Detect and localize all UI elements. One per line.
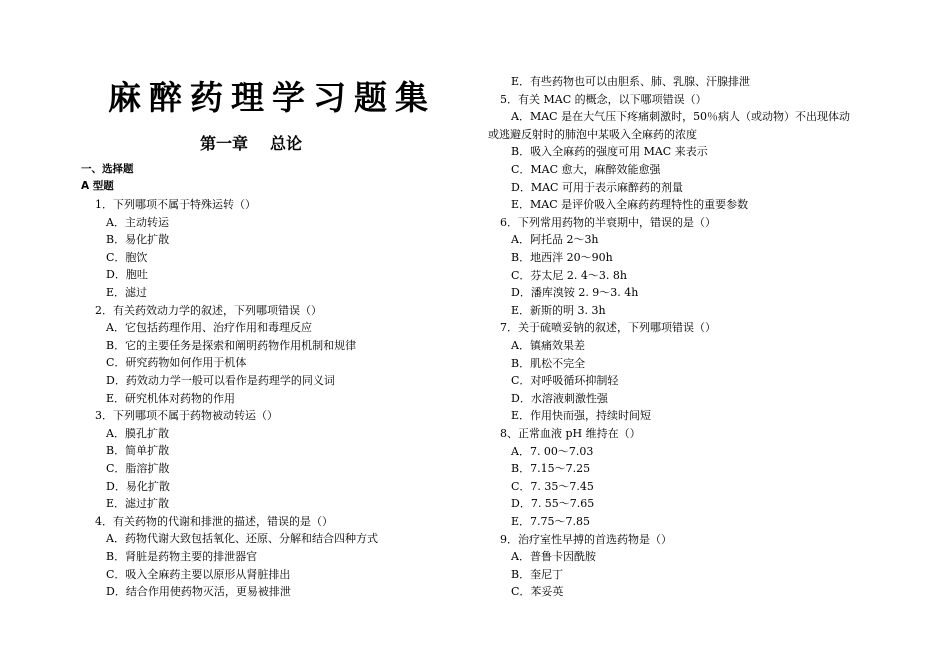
answer-option: B．易化扩散 <box>106 233 170 247</box>
answer-option: D．易化扩散 <box>106 479 170 493</box>
answer-option: E．MAC 是评价吸入全麻药药理特性的重要参数 <box>511 198 749 212</box>
answer-option: A．主动转运 <box>106 215 169 229</box>
section-heading: 一、选择题 <box>81 163 134 175</box>
chapter-name: 总论 <box>270 134 303 153</box>
question-text-continued: 或逃避反射时的肺泡中某吸入全麻药的浓度 <box>488 127 697 141</box>
answer-option: A．阿托品 2～3h <box>511 233 599 247</box>
question-text: 6．下列常用药物的半衰期中，错误的是（） <box>500 215 716 229</box>
answer-option: B．它的主要任务是探索和阐明药物作用机制和规律 <box>106 338 357 352</box>
answer-option: E．新斯的明 3. 3h <box>511 303 606 317</box>
answer-option: C．吸入全麻药主要以原形从肾脏排出 <box>106 567 291 581</box>
answer-option: D．潘库溴铵 2. 9～3. 4h <box>511 286 639 300</box>
document-title: 麻醉药理学习题集 <box>108 78 436 117</box>
question-type-heading: A 型题 <box>81 180 114 192</box>
answer-option: C．MAC 愈大，麻醉效能愈强 <box>511 163 661 176</box>
answer-option: A．药物代谢大致包括氧化、还原、分解和结合四种方式 <box>106 532 378 546</box>
answer-option: E．滤过扩散 <box>106 497 170 511</box>
answer-option: D．结合作用使药物灭活，更易被排泄 <box>106 585 291 599</box>
question-text: 1．下列哪项不属于特殊运转（） <box>95 198 256 211</box>
answer-option: C．芬太尼 2. 4～3. 8h <box>511 268 627 282</box>
answer-option: E．研究机体对药物的作用 <box>106 391 236 405</box>
question-text: 5．有关 MAC 的概念，以下哪项错误（） <box>500 92 707 106</box>
answer-option: B．奎尼丁 <box>511 567 564 581</box>
answer-option: D．水溶液刺激性强 <box>511 391 608 405</box>
answer-option: B．肾脏是药物主要的排泄器官 <box>106 550 258 563</box>
answer-option: A．膜孔扩散 <box>106 426 169 440</box>
answer-option: A．镇痛效果差 <box>511 339 585 352</box>
question-text: 8、正常血液 pH 维持在（） <box>500 427 641 440</box>
answer-option: E．作用快而强，持续时间短 <box>511 409 652 423</box>
question-text: 4．有关药物的代谢和排泄的描述，错误的是（） <box>95 514 333 528</box>
answer-option: E．7.75～7.85 <box>511 515 591 528</box>
question-text: 7．关于硫喷妥钠的叙述，下列哪项错误（） <box>500 321 716 335</box>
answer-option: B．简单扩散 <box>106 444 170 458</box>
answer-option: A．MAC 是在大气压下疼痛刺激时，50％病人（或动物）不出现体动 <box>511 110 851 124</box>
question-text: 3．下列哪项不属于药物被动转运（） <box>95 409 278 423</box>
chapter-number: 第一章 <box>200 134 249 153</box>
answer-option: C．胞饮 <box>106 250 148 264</box>
answer-option: C．7. 35～7.45 <box>511 479 594 493</box>
answer-option: C．研究药物如何作用于机体 <box>106 356 247 370</box>
answer-option: A．7. 00～7.03 <box>511 444 594 458</box>
answer-option: B．吸入全麻药的强度可用 MAC 来表示 <box>511 145 708 159</box>
answer-option: C．苯妥英 <box>511 585 564 599</box>
answer-option: D．MAC 可用于表示麻醉药的剂量 <box>511 180 683 194</box>
chapter-heading <box>200 133 350 155</box>
answer-option: B．地西泮 20～90h <box>511 251 613 264</box>
answer-option: C．脂溶扩散 <box>106 462 170 475</box>
answer-option: A．普鲁卡因酰胺 <box>511 550 596 564</box>
answer-option: D．7. 55～7.65 <box>511 497 595 511</box>
answer-option: C．对呼吸循环抑制轻 <box>511 374 619 388</box>
answer-option: A．它包括药理作用、治疗作用和毒理反应 <box>106 321 312 335</box>
answer-option: D．胞吐 <box>106 268 148 282</box>
question-text: 2．有关药效动力学的叙述，下列哪项错误（） <box>95 303 322 317</box>
answer-option: E．滤过 <box>106 286 148 299</box>
question-text: 9．治疗室性早搏的首选药物是（） <box>500 532 672 546</box>
answer-option: E．有些药物也可以由胆系、肺、乳腺、汗腺排泄 <box>511 75 751 88</box>
answer-option: B．肌松不完全 <box>511 356 586 370</box>
answer-option: B．7.15～7.25 <box>511 462 591 476</box>
answer-option: D．药效动力学一般可以看作是药理学的同义词 <box>106 374 335 387</box>
